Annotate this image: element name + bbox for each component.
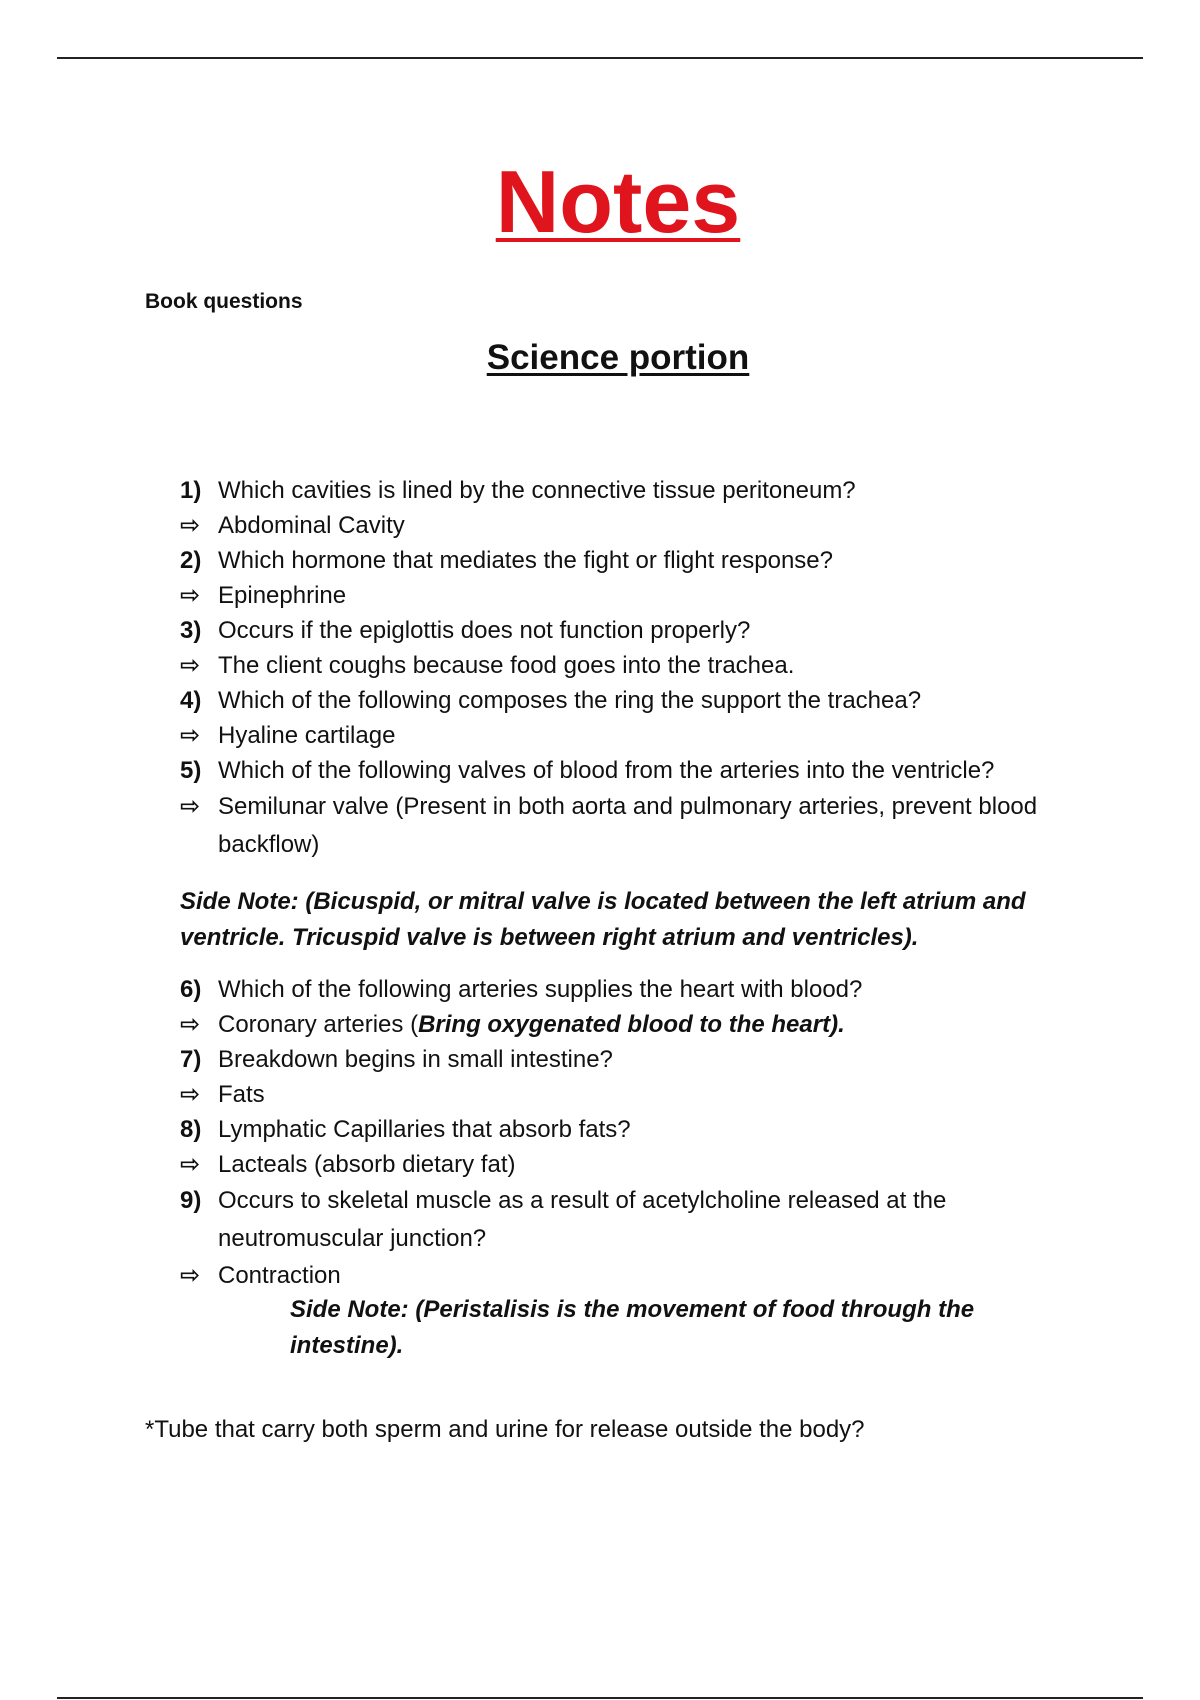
answer-text: Semilunar valve (Present in both aorta and pulmonary arteries, prevent blood backflow) [218,793,1038,858]
question-item [180,1182,1080,1258]
question-number: 5) [180,757,202,784]
arrow-icon: ⇨ [180,652,201,679]
answer-item [180,788,1080,864]
answer-item [180,508,1080,543]
section-title: Science portion [486,338,750,377]
top-rule [57,57,1143,59]
answer-item [180,1077,1080,1112]
question-text: Which of the following composes the ring the support the trachea? [218,687,922,714]
question-number: 8) [180,1116,202,1143]
question-text: Which cavities is lined by the connective tissue peritoneum? [218,477,856,504]
answer-item [180,1147,1080,1182]
question-text: Occurs to skeletal muscle as a result of acetylcholine released at the neutromuscular junction? [218,1187,947,1252]
answer-text [218,1007,1080,1042]
question-list-part1 [180,473,1080,864]
answer-text: Abdominal Cavity [218,512,405,539]
arrow-icon: ⇨ [180,1011,201,1038]
arrow-icon: ⇨ [180,1081,201,1108]
question-text: Lymphatic Capillaries that absorb fats? [218,1116,631,1143]
side-note-valves: Side Note: (Bicuspid, or mitral valve is located between the left atrium and ventricle. Tricuspid valve is between right atrium and ventricles). [180,888,1026,951]
answer-item [180,718,1080,753]
question-number: 4) [180,687,202,714]
footer-question: *Tube that carry both sperm and urine for release outside the body? [145,1416,865,1443]
question-number: 3) [180,617,202,644]
answer-emphasis: Bring oxygenated blood to the heart). [418,1011,845,1038]
question-item [180,972,1080,1007]
answer-text: Contraction [218,1262,341,1289]
answer-text: Fats [218,1081,265,1108]
question-text: Which of the following arteries supplies the heart with blood? [218,976,863,1003]
question-number: 6) [180,976,202,1003]
arrow-icon: ⇨ [180,1151,201,1178]
arrow-icon: ⇨ [180,722,201,749]
page-title: Notes [495,152,741,251]
answer-item [180,648,1080,683]
answer-item [180,1258,1080,1293]
question-item [180,473,1080,508]
arrow-icon: ⇨ [180,793,201,820]
answer-text: Hyaline cartilage [218,722,396,749]
question-item [180,543,1080,578]
question-text: Which hormone that mediates the fight or flight response? [218,547,833,574]
bottom-rule [57,1697,1143,1699]
question-item [180,753,1080,788]
arrow-icon: ⇨ [180,512,201,539]
question-text: Breakdown begins in small intestine? [218,1046,613,1073]
question-number: 2) [180,547,202,574]
question-list-part2 [180,972,1080,1293]
question-text: Occurs if the epiglottis does not function properly? [218,617,751,644]
question-item [180,683,1080,718]
question-number: 9) [180,1187,202,1214]
arrow-icon: ⇨ [180,582,201,609]
question-text: Which of the following valves of blood from the arteries into the ventricle? [218,757,995,784]
question-number: 7) [180,1046,202,1073]
arrow-icon: ⇨ [180,1262,201,1289]
answer-item [180,1007,1080,1042]
answer-text: The client coughs because food goes into the trachea. [218,652,795,679]
question-item [180,613,1080,648]
answer-item [180,578,1080,613]
side-note-peristalsis: Side Note: (Peristalisis is the movement of food through the intestine). [290,1296,975,1359]
question-number: 1) [180,477,202,504]
answer-plain: Coronary arteries ( [218,1011,419,1038]
answer-text: Epinephrine [218,582,347,609]
book-questions-label: Book questions [145,290,303,313]
answer-text: Lacteals (absorb dietary fat) [218,1151,516,1178]
question-item [180,1112,1080,1147]
question-item [180,1042,1080,1077]
